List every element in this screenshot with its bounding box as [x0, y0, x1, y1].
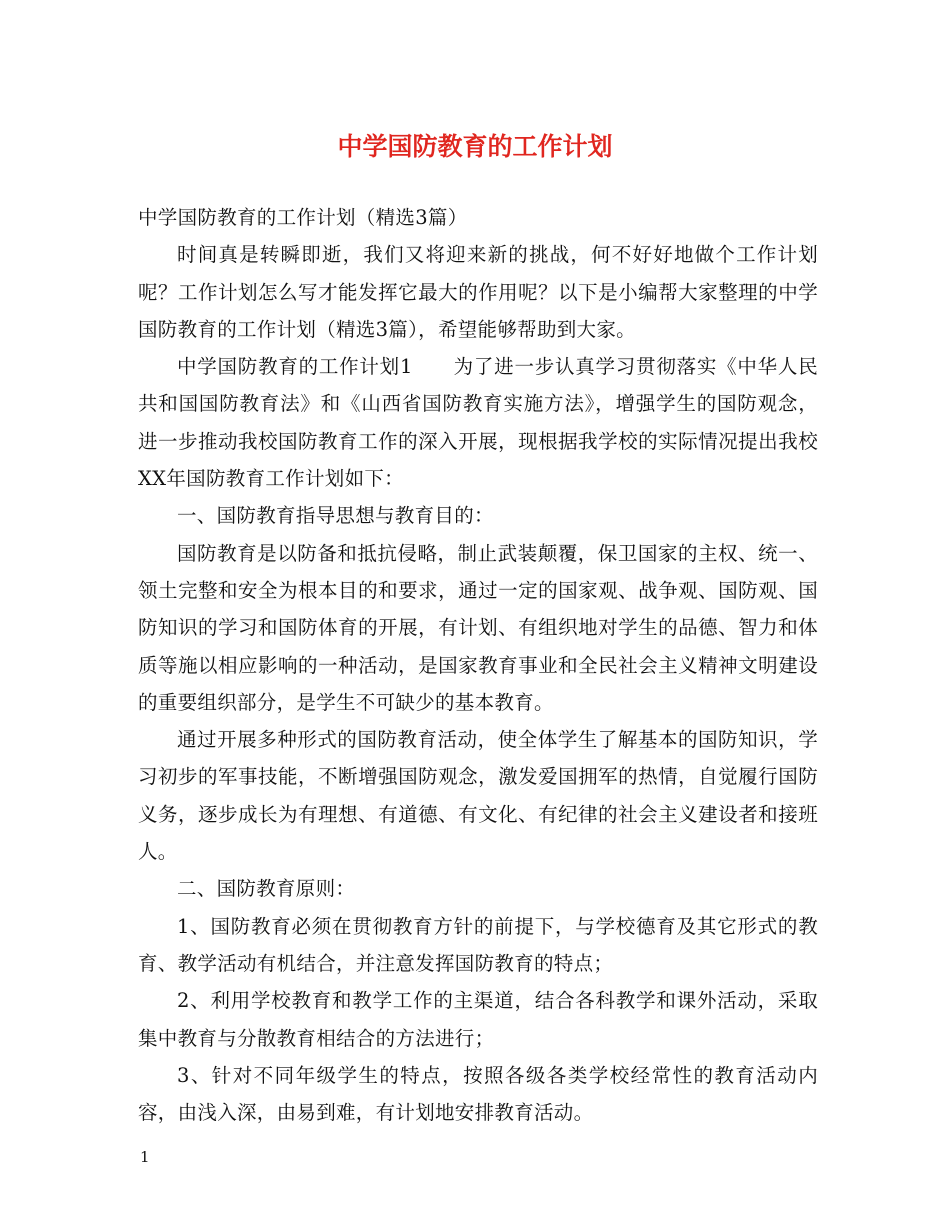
- document-title: 中学国防教育的工作计划: [337, 132, 613, 161]
- definition-paragraph: 国防教育是以防备和抵抗侵略，制止武装颠覆，保卫国家的主权、统一、领土完整和安全为根本目的和要求，通过一定的国家观、战争观、国防观、国防知识的学习和国防体育的开展，有计划、有组织地对学生的品德、智力和体质等施以相应影响的一种活动，是国家教育事业和全民社会主义精神文明建设的重要组织部分，是学生不可缺少的基本教育。: [138, 541, 818, 714]
- intro-paragraph: 时间真是转瞬即逝，我们又将迎来新的挑战，何不好好地做个工作计划呢？工作计划怎么写才能发挥它最大的作用呢？以下是小编帮大家整理的中学国防教育的工作计划（精选3篇），希望能够帮助到大家。: [138, 243, 818, 341]
- goal-paragraph: 通过开展多种形式的国防教育活动，使全体学生了解基本的国防知识，学习初步的军事技能，不断增强国防观念，激发爱国拥军的热情，自觉履行国防义务，逐步成长为有理想、有道德、有文化、有纪律的社会主义建设者和接班人。: [138, 728, 818, 864]
- section-heading-principles: 二、国防教育原则：: [177, 877, 356, 901]
- principle-item-1: 1、国防教育必须在贯彻教育方针的前提下，与学校德育及其它形式的教育、教学活动有机结合，并注意发挥国防教育的特点；: [138, 914, 818, 975]
- document-body: [138, 199, 818, 1131]
- page-number: 1: [140, 1148, 150, 1166]
- principle-item-2: 2、利用学校教育和教学工作的主渠道，结合各科教学和课外活动，采取集中教育与分散教育相结合的方法进行；: [138, 989, 818, 1050]
- plan-1-opening-paragraph: 中学国防教育的工作计划1 为了进一步认真学习贯彻落实《中华人民共和国国防教育法》和《山西省国防教育实施方法》，增强学生的国防观念，进一步推动我校国防教育工作的深入开展，现根据我学校的实际情况提出我校XX年国防教育工作计划如下：: [138, 355, 818, 491]
- principle-item-3: 3、针对不同年级学生的特点，按照各级各类学校经常性的教育活动内容，由浅入深，由易到难，有计划地安排教育活动。: [138, 1063, 818, 1125]
- section-heading-guiding-thought: 一、国防教育指导思想与教育目的：: [177, 504, 494, 528]
- subtitle-paragraph: 中学国防教育的工作计划（精选3篇）: [138, 206, 468, 229]
